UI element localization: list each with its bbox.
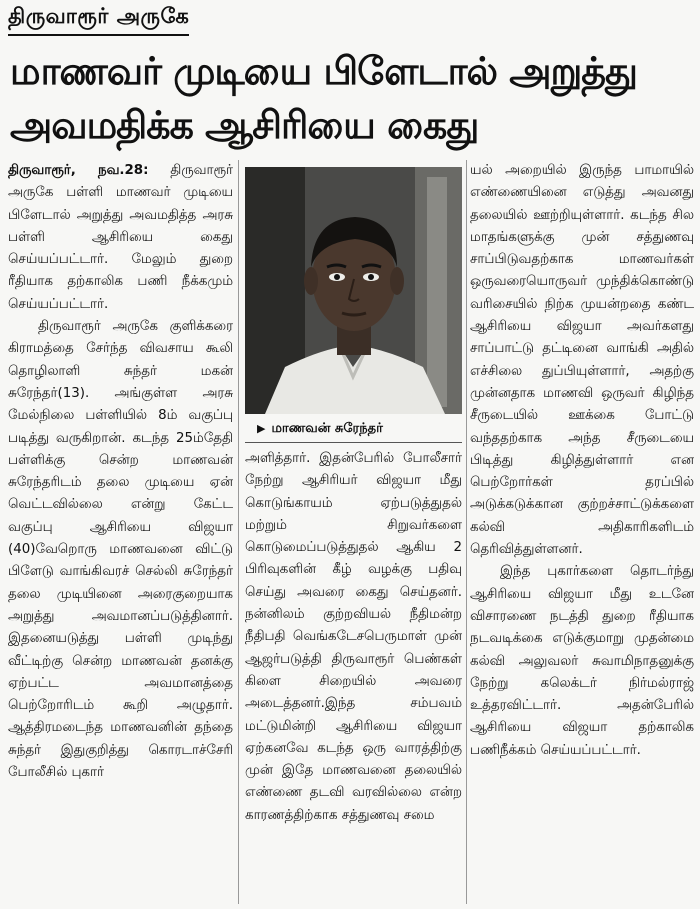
- portrait-image: [245, 167, 462, 414]
- student-photo: [245, 167, 462, 414]
- article-column-1: [8, 160, 233, 904]
- article-column-3: [470, 160, 694, 904]
- column-divider: [238, 160, 239, 904]
- paragraph-continued-2: யல் அறையில் இருந்த பாமாயில் எண்ணையினை எடுத்து அவனது தலையில் ஊற்றியுள்ளார். கடந்த சில மாதங்களுக்கு முன் சத்துணவு சாப்பிடுவதற்காக மாணவர்கள் ஒருவரையொருவர் முந்திக்கொண்டு வரிசையில் நிற்க முயன்றதை கண்ட ஆசிரியை விஜயா அவர்களது சாப்பாட்டு தட்டினை வாங்கி அதில் எச்சிலை துப்பியுள்ளார், அதற்கு முன்னதாக மாணவி ஒருவர் கிழிந்த சீருடையில் ஊக்கை போட்டு வந்ததற்காக அந்த சீருடையை பிடித்து கிழித்துள்ளார் என பெற்றோர்கள் தரப்பில் அடுக்கடுக்கான குற்றச்சாட்டுக்களை கல்வி அதிகாரிகளிடம் தெரிவித்துள்ளனர்.: [470, 163, 694, 558]
- headline-line-1: மாணவர் முடியை பிளேடால் அறுத்து: [10, 49, 637, 93]
- headline-line-2: அவமதிக்க ஆசிரியை கைது: [10, 103, 479, 147]
- article-column-2: [245, 448, 462, 904]
- dateline: திருவாரூர், நவ.28:: [8, 163, 149, 178]
- paragraph-closing: இந்த புகார்களை தொடர்ந்து ஆசிரியை விஜயா மீது உடனே விசாரணை நடத்தி துறை ரீதியாக நடவடிக்கை எடுக்குமாறு முதன்மை கல்வி அலுவலர் சுவாமிநாதனுக்கு நேற்று கலெக்டர் நிர்மல்ராஜ் உத்தரவிட்டார். அதன்பேரில் ஆசிரியை விஜயா தற்காலிக பணிநீக்கம் செய்யப்பட்டார்.: [470, 564, 694, 758]
- photo-caption: [245, 416, 462, 443]
- paragraph-body: திருவாரூர் அருகே குளிக்கரை கிராமத்தை சேர்ந்த விவசாய கூலி தொழிலாளி சுந்தர் மகன் சுரேந்தர்(13). அங்குள்ள அரசு மேல்நிலை பள்ளியில் 8ம் வகுப்பு படித்து வருகிறான். கடந்த 25ம்தேதி பள்ளிக்கு சென்ற மாணவன் சுரேந்தரிடம் தலை முடியை ஏன் வெட்டவில்லை என்று கேட்ட வகுப்பு ஆசிரியை விஜயா (40)வேறொரு மாணவனை விட்டு பிளேடு வாங்கிவரச் செல்லி சுரேந்தர் தலை முடியினை அரைகுறையாக அறுத்து அவமானப்படுத்தினார். இதனையடுத்து பள்ளி முடிந்து வீட்டிற்கு சென்ற மாணவன் தனக்கு ஏற்பட்ட அவமானத்தை பெற்றோரிடம் கூறி அழுதார். ஆத்திரமடைந்த மாணவனின் தந்தை சுந்தர் இதுகுறித்து கொரடாச்சேரி போலீசில் புகார்: [8, 319, 233, 781]
- caption-arrow-icon: ▶: [257, 422, 266, 435]
- column-divider: [466, 160, 467, 904]
- kicker: திருவாரூர் அருகே: [8, 4, 189, 36]
- paragraph-intro: திருவாரூர் அருகே பள்ளி மாணவர் முடியை பிளேடால் அறுத்து அவமதித்த அரசு பள்ளி ஆசிரியை கைது செய்யப்பட்டார். மேலும் துறை ரீதியாக தற்காலிக பணி நீக்கமும் செய்யப்பட்டார்.: [8, 163, 233, 312]
- caption-text: மாணவன் சுரேந்தர்: [271, 421, 383, 436]
- paragraph-continued: அளித்தார். இதன்பேரில் போலீசார் நேற்று ஆசிரியர் விஜயா மீது கொடுங்காயம் ஏற்படுத்துதல் மற்றும் சிறுவர்களை கொடுமைப்படுத்துதல் ஆகிய 2 பிரிவுகளின் கீழ் வழக்கு பதிவு செய்து அவரை கைது செய்தனர். நன்னிலம் குற்றவியல் நீதிமன்ற நீதிபதி வெங்கடேசபெருமாள் முன் ஆஜர்படுத்தி திருவாரூர் பெண்கள் கிளை சிறையில் அவரை அடைத்தனர்.இந்த சம்பவம் மட்டுமின்றி ஆசிரியை விஜயா ஏற்கனவே கடந்த ஒரு வாரத்திற்கு முன் இதே மாணவனை தலையில் எண்ணை தடவி வரவில்லை என்ற காரணத்திற்காக சத்துணவு சமை: [245, 451, 462, 823]
